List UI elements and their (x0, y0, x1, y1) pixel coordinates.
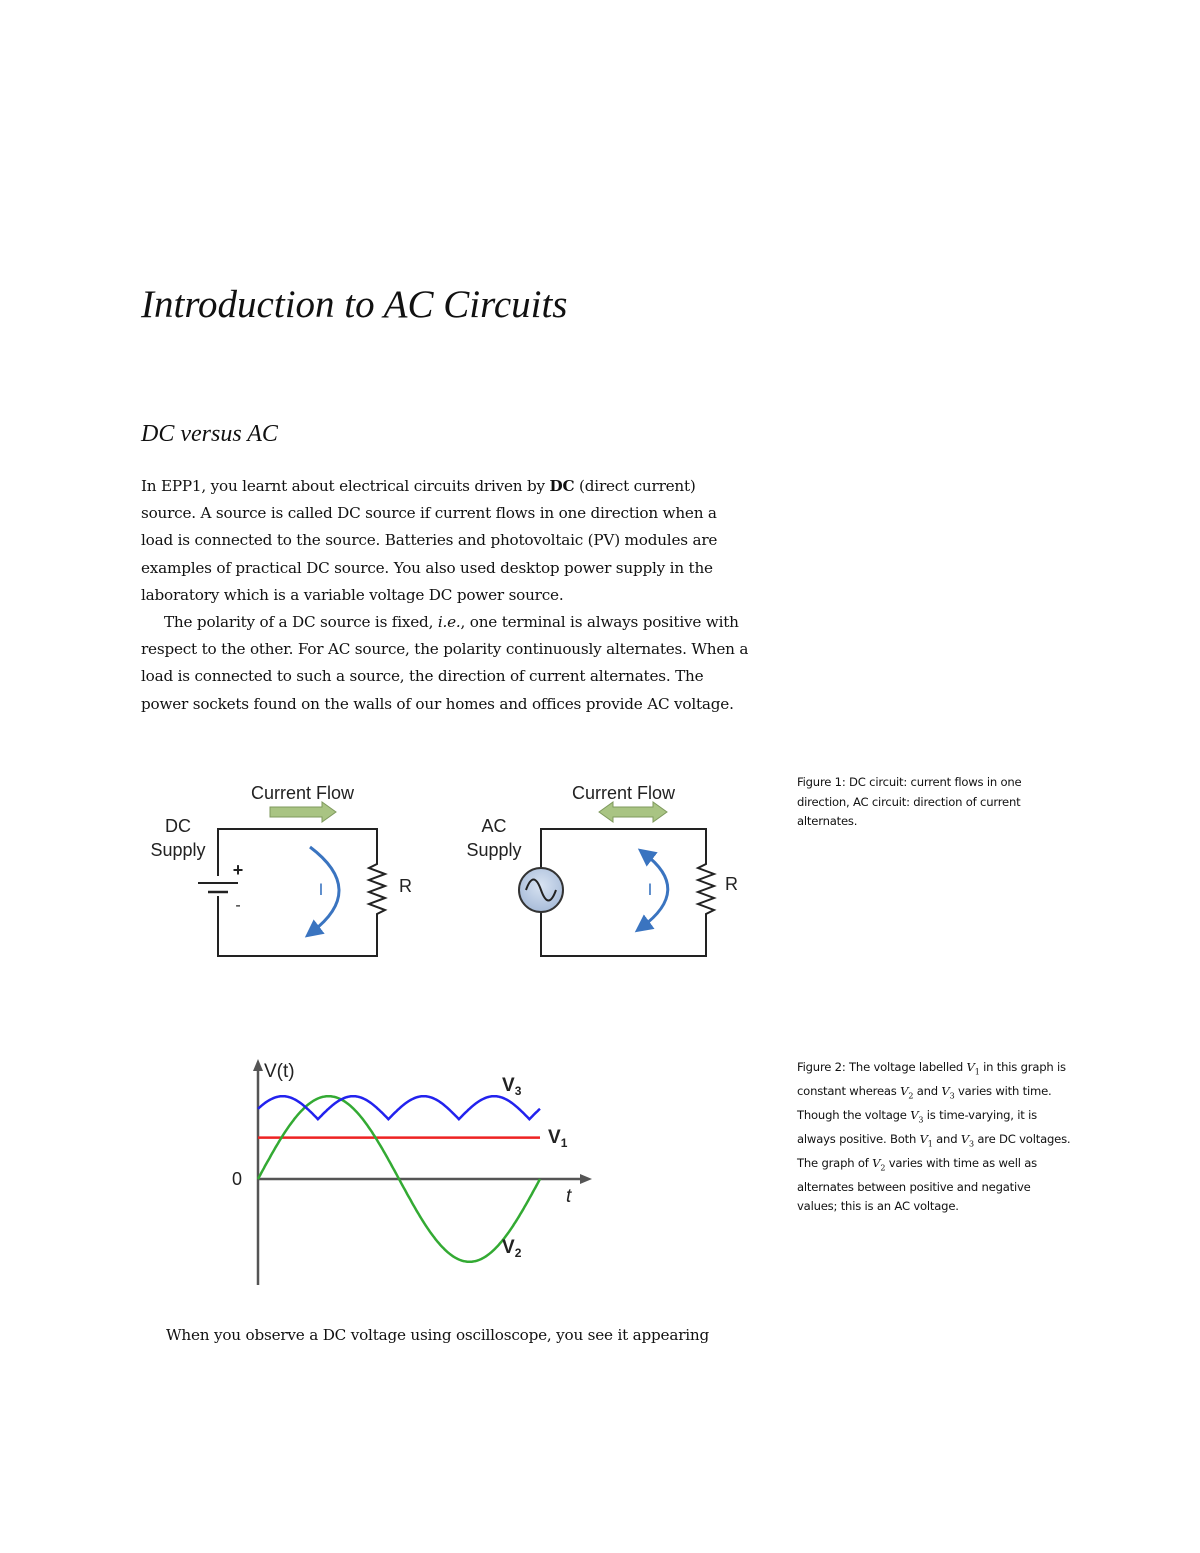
graph-axes (253, 1059, 592, 1285)
para2-text-1: The polarity of a DC source is fixed, (164, 613, 438, 632)
figure-2-caption (797, 1058, 1072, 1217)
series-v1-label: $V_1$ (548, 1127, 568, 1150)
figure-2-voltage-graph (222, 1053, 602, 1293)
fig2-cap-v7-sub: 2 (880, 1162, 886, 1172)
para1-text-1: In EPP1, you learnt about electrical circuits driven by (141, 477, 550, 495)
ac-supply-label-1: AC (481, 816, 507, 836)
figure-1-caption: Figure 1: DC circuit: current flows in one direction, AC circuit: direction of current alternates. (797, 775, 1022, 829)
fig2-cap-t6: and (932, 1131, 961, 1146)
fig2-cap-v5 (919, 1131, 933, 1149)
paragraph-2 (141, 609, 753, 718)
fig2-cap-v2 (900, 1083, 914, 1101)
dc-current-arc-icon (310, 847, 339, 932)
fig2-cap-v5-sub: 1 (927, 1139, 933, 1149)
y-axis-arrow-icon (253, 1059, 263, 1071)
page-title: Introduction to AC Circuits (141, 283, 568, 326)
fig2-cap-t1: Figure 2: The voltage labelled (797, 1060, 967, 1074)
para2-italic-ie: i.e. (437, 613, 461, 632)
dc-supply-label-1: DC (165, 816, 191, 836)
dc-current-flow-arrow (270, 802, 336, 822)
fig2-cap-v5-main: V (919, 1131, 928, 1146)
fig2-cap-v4 (910, 1107, 924, 1125)
fig2-cap-v2-sub: 2 (908, 1091, 914, 1101)
trailing-text: When you observe a DC voltage using oscilloscope, you see it appearing (166, 1326, 710, 1344)
ac-resistor (698, 860, 714, 922)
fig2-cap-v7 (872, 1156, 885, 1170)
dc-current-label: I (318, 880, 324, 899)
dc-supply-label-2: Supply (150, 840, 206, 860)
dc-resistor (369, 860, 385, 922)
series-v3-label: $V_3$ (502, 1075, 522, 1098)
ac-resistor-label: R (725, 874, 738, 894)
ac-current-arc-icon (642, 854, 668, 927)
fig2-cap-v2-main: V (900, 1083, 909, 1098)
dc-circuit-wires (218, 829, 377, 956)
para2-text-2: , one terminal is always positive with respect to the other. For AC source, the polarity continuously alternates. When a load is connected to such a source, the direction of current alternates. The power sockets found on the walls of our homes and offices provide AC voltage. (141, 613, 749, 713)
dc-circuit (150, 783, 412, 956)
ac-supply-label-2: Supply (466, 840, 522, 860)
para1-text-2: (direct current) source. A source is called DC source if current flows in one direction when a load is connected to the source. Batteries and photovoltaic (PV) modules are examples of practical DC source. You also used desktop power supply in the laboratory which is a variable voltage DC power source. (141, 477, 718, 604)
ac-circuit-wires (541, 829, 706, 956)
section-title: DC versus AC (141, 421, 278, 447)
fig2-cap-v1-sub: 1 (974, 1067, 980, 1077)
fig2-cap-v1-main: V (966, 1060, 975, 1074)
dc-resistor-label: R (399, 876, 412, 896)
fig2-cap-v4-main: V (910, 1107, 919, 1122)
fig2-cap-v3-main: V (941, 1083, 950, 1098)
fig2-cap-v6 (960, 1131, 974, 1149)
y-axis-label: V(t) (264, 1061, 295, 1082)
fig2-cap-v3 (941, 1083, 955, 1101)
ac-circuit (466, 783, 738, 956)
fig2-cap-v4-sub: 3 (918, 1115, 924, 1125)
battery-plus: + (232, 860, 244, 880)
x-axis-arrow-icon (580, 1174, 592, 1184)
battery-minus: - (235, 897, 241, 914)
fig2-cap-t7: are DC voltages. The graph of (797, 1131, 1071, 1170)
body-text (141, 473, 753, 718)
fig2-cap-v6-sub: 3 (969, 1139, 974, 1149)
fig2-cap-t4: varies with time. Though the voltage (797, 1083, 1052, 1122)
figure-1-circuits (140, 772, 740, 972)
fig2-cap-t5: is time-varying, it is always positive. Both (797, 1107, 1037, 1146)
ac-current-flow-label: Current Flow (572, 783, 676, 803)
dc-current-flow-label: Current Flow (251, 783, 355, 803)
fig2-cap-t3: and (913, 1083, 942, 1098)
series-v3-line (258, 1096, 540, 1119)
graph-labels (232, 1061, 572, 1260)
fig2-cap-v6-main: V (960, 1131, 970, 1146)
fig2-cap-v3-sub: 3 (949, 1091, 955, 1101)
fig2-cap-v1 (966, 1060, 980, 1077)
paragraph-1 (141, 473, 753, 609)
ac-current-label: I (647, 880, 653, 899)
fig2-cap-t2: in this graph is constant whereas (797, 1060, 1066, 1098)
fig2-cap-v7-main: V (872, 1155, 881, 1170)
series-v2-label: $V_2$ (502, 1237, 522, 1260)
ac-current-flow-arrow (599, 802, 667, 822)
origin-label: 0 (232, 1169, 243, 1189)
x-axis-label: t (566, 1186, 572, 1207)
fig2-cap-t8: varies with time as well as alternates between positive and negative values; this is an AC voltage. (797, 1155, 1037, 1214)
para1-bold-dc: DC (549, 477, 575, 495)
